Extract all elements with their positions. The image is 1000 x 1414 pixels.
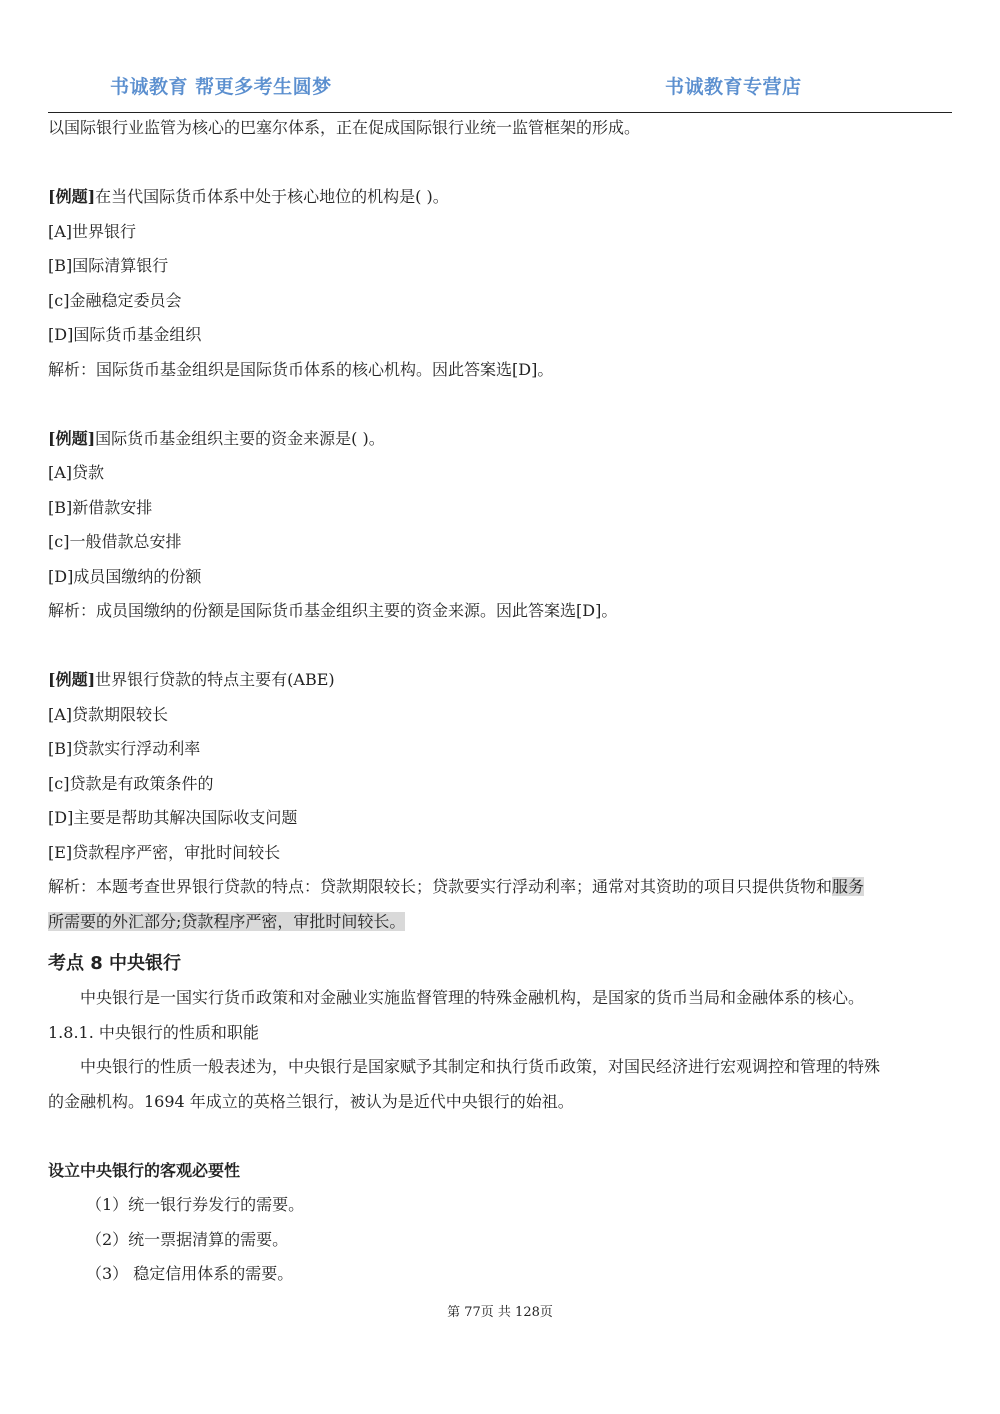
header-left-title: 书诚教育 帮更多考生圆梦 <box>110 76 332 98</box>
analysis: 解析：成员国缴纳的份额是国际货币基金组织主要的资金来源。因此答案选[D]。 <box>48 601 618 620</box>
necessity-item-3: （3） 稳定信用体系的需要。 <box>86 1264 294 1283</box>
section-paragraph-1: 中央银行是一国实行货币政策和对金融业实施监督管理的特殊金融机构，是国家的货币当局和金融体系的核心。 <box>80 988 865 1007</box>
example-tag: [例题] <box>48 187 96 206</box>
option-c: [c]一般借款总安排 <box>48 532 182 551</box>
analysis-highlight: 所需要的外汇部分;贷款程序严密，审批时间较长。 <box>48 911 406 931</box>
option-e: [E]贷款程序严密，审批时间较长 <box>48 842 281 862</box>
analysis-line-2 <box>48 905 954 940</box>
question-text: 在当代国际货币体系中处于核心地位的机构是( )。 <box>95 187 449 206</box>
analysis-highlight: 服务 <box>832 877 865 896</box>
option-b: [B]国际清算银行 <box>48 256 169 275</box>
example-question <box>48 422 954 457</box>
section-paragraph-2-line-1: 中央银行的性质一般表述为，中央银行是国家赋予其制定和执行货币政策，对国民经济进行宏观调控和管理的特殊 <box>80 1057 881 1076</box>
option-a: [A]世界银行 <box>48 221 137 241</box>
option-d: [D]国际货币基金组织 <box>48 325 202 344</box>
example-1 <box>48 180 954 387</box>
example-tag: [例题] <box>48 670 96 689</box>
section-paragraph-2-line-2: 的金融机构。1694 年成立的英格兰银行，被认为是近代中央银行的始祖。 <box>48 1091 574 1111</box>
analysis-line-1 <box>48 870 954 905</box>
option-d: [D]主要是帮助其解决国际收支问题 <box>48 808 298 827</box>
example-question <box>48 180 954 215</box>
option-c: [c]金融稳定委员会 <box>48 290 182 310</box>
example-2 <box>48 422 954 629</box>
option-b: [B]新借款安排 <box>48 497 153 517</box>
question-text: 世界银行贷款的特点主要有(ABE) <box>95 670 335 689</box>
example-question <box>48 663 954 698</box>
option-a: [A]贷款期限较长 <box>48 704 169 724</box>
section-title: 考点 8 中央银行 <box>48 953 182 974</box>
option-b: [B]贷款实行浮动利率 <box>48 739 201 758</box>
necessity-title: 设立中央银行的客观必要性 <box>48 1160 241 1180</box>
option-a: [A]贷款 <box>48 463 105 482</box>
necessity-item-1: （1）统一银行券发行的需要。 <box>86 1195 305 1214</box>
question-text: 国际货币基金组织主要的资金来源是( )。 <box>95 428 385 448</box>
header-right-title: 书诚教育专营店 <box>665 76 802 98</box>
page-number: 第 77页 共 128页 <box>447 1305 553 1320</box>
example-tag: [例题] <box>48 428 96 448</box>
analysis-text: 解析：本题考查世界银行贷款的特点：贷款期限较长；贷款要实行浮动利率；通常对其资助的项目只提供货物和 <box>48 877 833 896</box>
intro-line: 以国际银行业监管为核心的巴塞尔体系，正在促成国际银行业统一监管框架的形成。 <box>48 118 641 137</box>
section-subtitle: 1.8.1. 中央银行的性质和职能 <box>48 1022 259 1042</box>
option-d: [D]成员国缴纳的份额 <box>48 566 202 586</box>
analysis: 解析：国际货币基金组织是国际货币体系的核心机构。因此答案选[D]。 <box>48 359 554 379</box>
option-c: [c]贷款是有政策条件的 <box>48 773 214 793</box>
example-3 <box>48 663 954 939</box>
page-content <box>48 111 954 1292</box>
necessity-item-2: （2）统一票据清算的需要。 <box>86 1229 289 1249</box>
